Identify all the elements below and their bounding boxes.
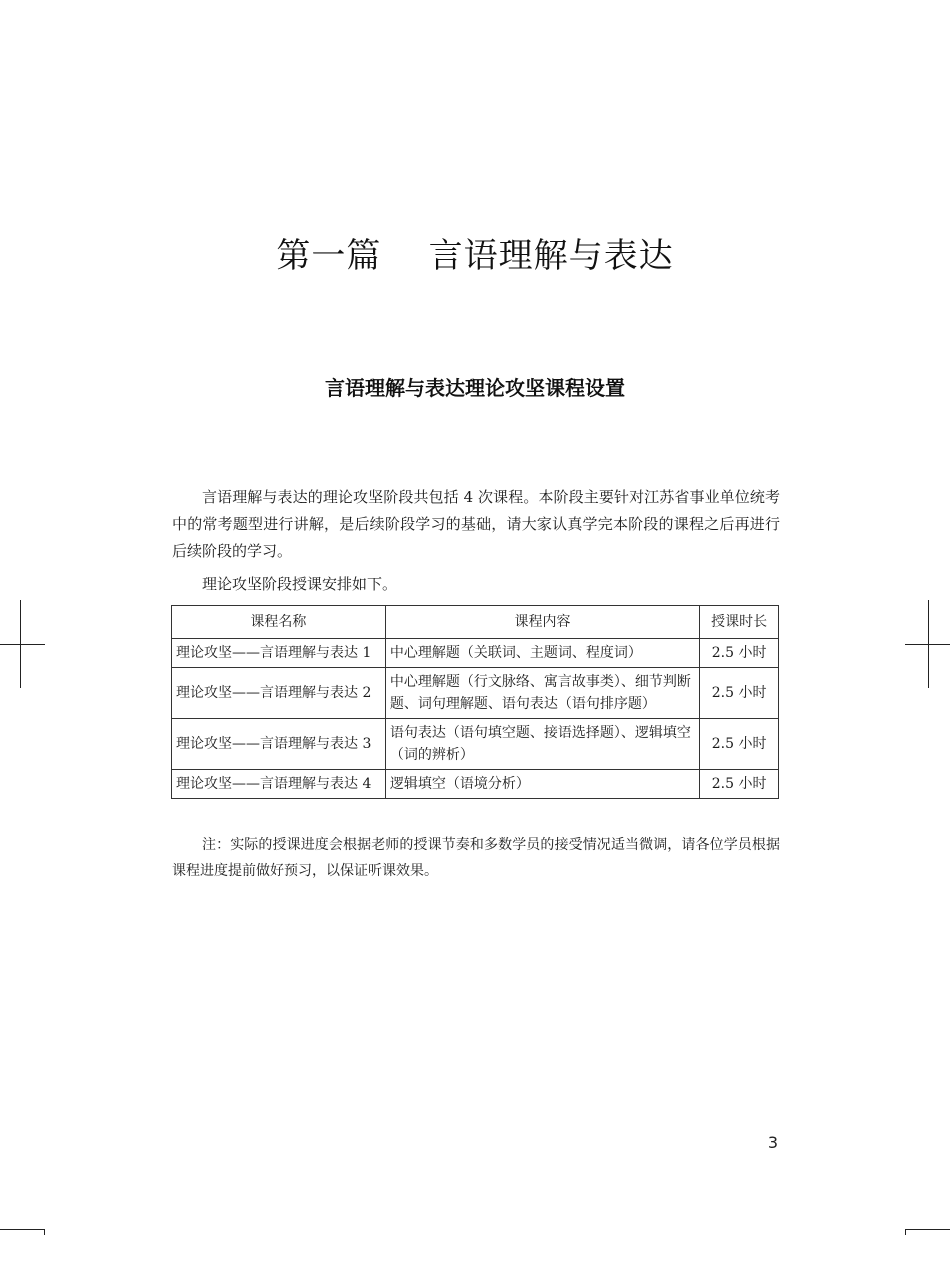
intro-paragraph: 言语理解与表达的理论攻坚阶段共包括 4 次课程。本阶段主要针对江苏省事业单位统考中的常考题型进行讲解，是后续阶段学习的基础，请大家认真学完本阶段的课程之后再进行后续阶段的学习。 (172, 488, 780, 560)
course-hours-cell: 2.5 小时 (700, 770, 779, 799)
course-hours-cell: 2.5 小时 (700, 719, 779, 770)
course-content-cell: 语句表达（语句填空题、接语选择题）、逻辑填空（词的辨析） (385, 719, 699, 770)
crop-mark-bottom-right (905, 1229, 950, 1230)
course-name-cell: 理论攻坚——言语理解与表达 2 (172, 668, 386, 719)
crop-mark-left-horizontal (0, 644, 45, 645)
crop-mark-bottom-left-tick (44, 1229, 45, 1235)
course-name-cell: 理论攻坚——言语理解与表达 3 (172, 719, 386, 770)
table-row (172, 639, 779, 668)
lead-sentence: 理论攻坚阶段授课安排如下。 (202, 575, 398, 593)
header-course-name: 课程名称 (172, 606, 386, 639)
header-course-hours: 授课时长 (700, 606, 779, 639)
course-name-cell: 理论攻坚——言语理解与表达 1 (172, 639, 386, 668)
crop-mark-right-horizontal (905, 644, 950, 645)
schedule-note: 注：实际的授课进度会根据老师的授课节奏和多数学员的接受情况适当微调，请各位学员根据课程进度提前做好预习，以保证听课效果。 (172, 837, 780, 879)
table-row (172, 668, 779, 719)
table-row (172, 719, 779, 770)
table-header-row (172, 606, 779, 639)
course-content-cell: 逻辑填空（语境分析） (385, 770, 699, 799)
course-schedule-table (171, 605, 779, 799)
section-title: 言语理解与表达理论攻坚课程设置 (325, 376, 625, 400)
table-row (172, 770, 779, 799)
crop-mark-bottom-right-tick (905, 1229, 906, 1235)
part-title: 第一篇 言语理解与表达 (276, 236, 674, 276)
header-course-content: 课程内容 (385, 606, 699, 639)
course-content-cell: 中心理解题（行文脉络、寓言故事类）、细节判断题、词句理解题、语句表达（语句排序题） (385, 668, 699, 719)
page-number: 3 (767, 1133, 778, 1152)
crop-mark-bottom-left (0, 1229, 45, 1230)
course-hours-cell: 2.5 小时 (700, 668, 779, 719)
course-content-cell: 中心理解题（关联词、主题词、程度词） (385, 639, 699, 668)
course-name-cell: 理论攻坚——言语理解与表达 4 (172, 770, 386, 799)
course-hours-cell: 2.5 小时 (700, 639, 779, 668)
